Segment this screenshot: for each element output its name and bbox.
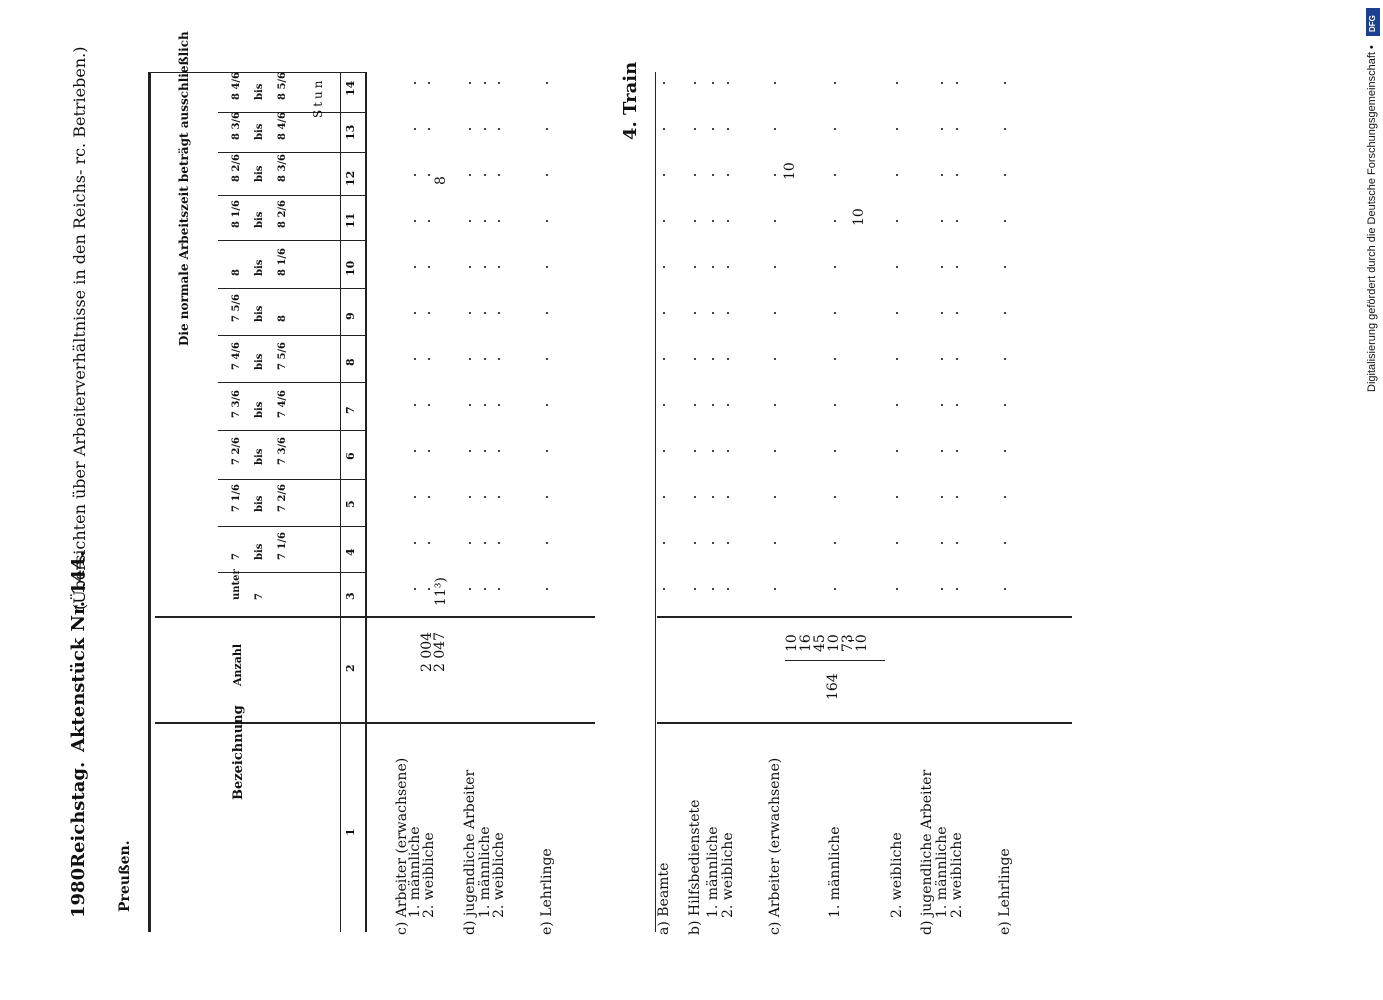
hour-col-sep [218,479,366,480]
hour-range-7-line-0: 8 [231,269,242,276]
section-b-row-label: b) Hilfsbedienstete [687,799,703,935]
dotted-leader [663,82,665,602]
hour-range-8-line-1: bis [254,211,265,228]
column-number-4: 4 [344,548,357,556]
section-b-row-label: d) jugendliche Arbeiter [919,769,935,935]
section-b-row-label: 2. weibliche [949,832,965,918]
section-b-value-2: 10 [851,208,867,226]
section-a-anzahl-1: 2 004 [419,631,435,672]
hour-range-10-line-0: 8 3/6 [231,111,242,140]
section-b-row-label: 2. weibliche [720,832,736,918]
hour-col-sep [218,152,366,153]
chamber-title: Reichstag. [68,761,89,868]
section-b-row-label: 1. männliche [705,826,721,918]
col2-col3-rule [155,616,595,618]
column-number-1: 1 [344,828,357,836]
dotted-leader [1004,82,1006,602]
column-number-8: 8 [344,358,357,366]
section-b-row-label: e) Lehrlinge [997,848,1013,935]
hour-range-3-line-0: 7 2/6 [231,436,242,465]
dotted-leader [896,82,898,602]
hour-range-9-line-0: 8 2/6 [231,153,242,182]
section-a-extra-value: 8 [433,176,449,185]
col1-col2-rule [155,722,595,724]
hour-range-3-line-2: 7 3/6 [277,436,288,465]
hour-range-0-line-1: 7 [254,593,265,600]
digitization-credit: Digitalisierung gefördert durch die Deutsche Forschungsgemeinschaft • [1366,45,1378,392]
hour-range-6-line-1: bis [254,305,265,322]
section-a-anzahl-2: 2 047 [432,631,448,672]
hour-range-7-line-2: 8 1/6 [277,247,288,276]
section-b-value-1: 10 [782,162,798,180]
document-subject: (Übersichten über Arbeiterverhältnisse in den Reichs- rc. Betrieben.) [70,46,89,610]
hour-range-7-line-1: bis [254,259,265,276]
hour-range-2-line-1: bis [254,495,265,512]
hour-range-10-line-1: bis [254,123,265,140]
hour-range-1-line-2: 7 1/6 [277,531,288,560]
dotted-leader [727,82,729,602]
hours-group-header: Die normale Arbeitszeit beträgt ausschließlich [177,31,191,346]
column-number-3: 3 [344,592,357,600]
hour-range-9-line-1: bis [254,165,265,182]
col2-col3-rule-b [657,616,1072,618]
hour-range-11-line-1: bis [254,83,265,100]
hour-col-sep [218,430,366,431]
col1-col2-rule-b [657,722,1072,724]
section-b-anzahl-part: 10 [784,634,800,652]
column-number-2: 2 [344,664,357,672]
hour-range-6-line-0: 7 5/6 [231,293,242,322]
column-number-12: 12 [344,170,357,186]
column-number-6: 6 [344,452,357,460]
hour-range-1-line-0: 7 [231,553,242,560]
dotted-leader [956,82,958,602]
section-b-anzahl-total: 164 [825,673,841,700]
column-number-5: 5 [344,500,357,508]
dotted-leader [469,82,471,602]
hour-col-sep [218,288,366,289]
column-number-7: 7 [344,406,357,414]
dotted-leader [774,82,776,602]
hour-col-sep [218,335,366,336]
column-number-14: 14 [344,80,357,96]
section-b-row-label: c) Arbeiter (erwachsene) [767,757,783,935]
hour-col-sep [218,195,366,196]
page-number: 1980 [68,867,89,918]
section-a-row-label: 2. weibliche [491,832,507,918]
hour-range-3-line-1: bis [254,448,265,465]
section-a-value: 11³) [433,577,449,606]
dotted-leader [694,82,696,602]
hour-range-0-line-0: unter [231,569,242,600]
col-header-bezeichnung: Bezeichnung [231,705,246,800]
hour-range-10-line-2: 8 4/6 [277,111,288,140]
hours-unit-label: Stun [311,77,325,118]
section-b-title: 4. Train [620,61,641,140]
table-top-rule [148,72,151,932]
hour-range-4-line-0: 7 3/6 [231,389,242,418]
hour-range-9-line-2: 8 3/6 [277,153,288,182]
hour-range-8-line-2: 8 2/6 [277,199,288,228]
hour-col-sep [218,240,366,241]
dotted-leader [834,82,836,602]
section-b-row-label: 2. weibliche [889,832,905,918]
section-a-row-label: 2. weibliche [421,832,437,918]
column-number-10: 10 [344,260,357,276]
section-b-anzahl-part: 73 [840,634,856,652]
dfg-logo: DFG [1366,8,1380,36]
section-a-row-label: c) Arbeiter (erwachsene) [394,757,410,935]
section-b-anzahl-part: 10 [854,634,870,652]
hour-range-8-line-0: 8 1/6 [231,199,242,228]
dotted-leader [428,82,430,602]
hour-range-2-line-0: 7 1/6 [231,483,242,512]
hour-range-1-line-1: bis [254,543,265,560]
column-number-9: 9 [344,312,357,320]
hour-range-11-line-2: 8 5/6 [277,71,288,100]
section-a-row-label: e) Lehrlinge [539,848,555,935]
section-b-row-label: 1. männliche [934,826,950,918]
hour-range-2-line-2: 7 2/6 [277,483,288,512]
dotted-leader [546,82,548,602]
dotted-leader [414,82,416,602]
hour-col-sep [218,382,366,383]
colnum-rule [340,72,341,932]
section-a-row-label: d) jugendliche Arbeiter [462,769,478,935]
hour-range-5-line-0: 7 4/6 [231,341,242,370]
dotted-leader [498,82,500,602]
section-b-row-label: 1. männliche [827,826,843,918]
section-b-row-label: a) Beamte [656,862,672,935]
hour-col-sep [218,526,366,527]
hour-range-4-line-2: 7 4/6 [277,389,288,418]
state-heading: Preußen. [117,840,133,912]
section-a-row-label: 1. männliche [477,826,493,918]
hour-range-6-line-2: 8 [277,315,288,322]
section-b-anzahl-part: 45 [812,634,828,652]
section-a-row-label: 1. männliche [407,826,423,918]
header-bottom-rule [365,72,367,932]
column-number-11: 11 [344,212,357,228]
hour-range-5-line-2: 7 5/6 [277,341,288,370]
hour-range-4-line-1: bis [254,401,265,418]
brace-line [785,660,885,661]
hour-range-5-line-1: bis [254,353,265,370]
dotted-leader [941,82,943,602]
dotted-leader [484,82,486,602]
section-b-anzahl-part: 16 [798,634,814,652]
document-title: Aktenstück Nr. 144. [68,550,89,752]
col-header-anzahl: Anzahl [231,643,244,686]
hour-range-11-line-0: 8 4/6 [231,71,242,100]
section-b-rule [655,72,656,932]
dotted-leader [712,82,714,602]
column-number-13: 13 [344,124,357,140]
section-b-anzahl-part: 10 [826,634,842,652]
